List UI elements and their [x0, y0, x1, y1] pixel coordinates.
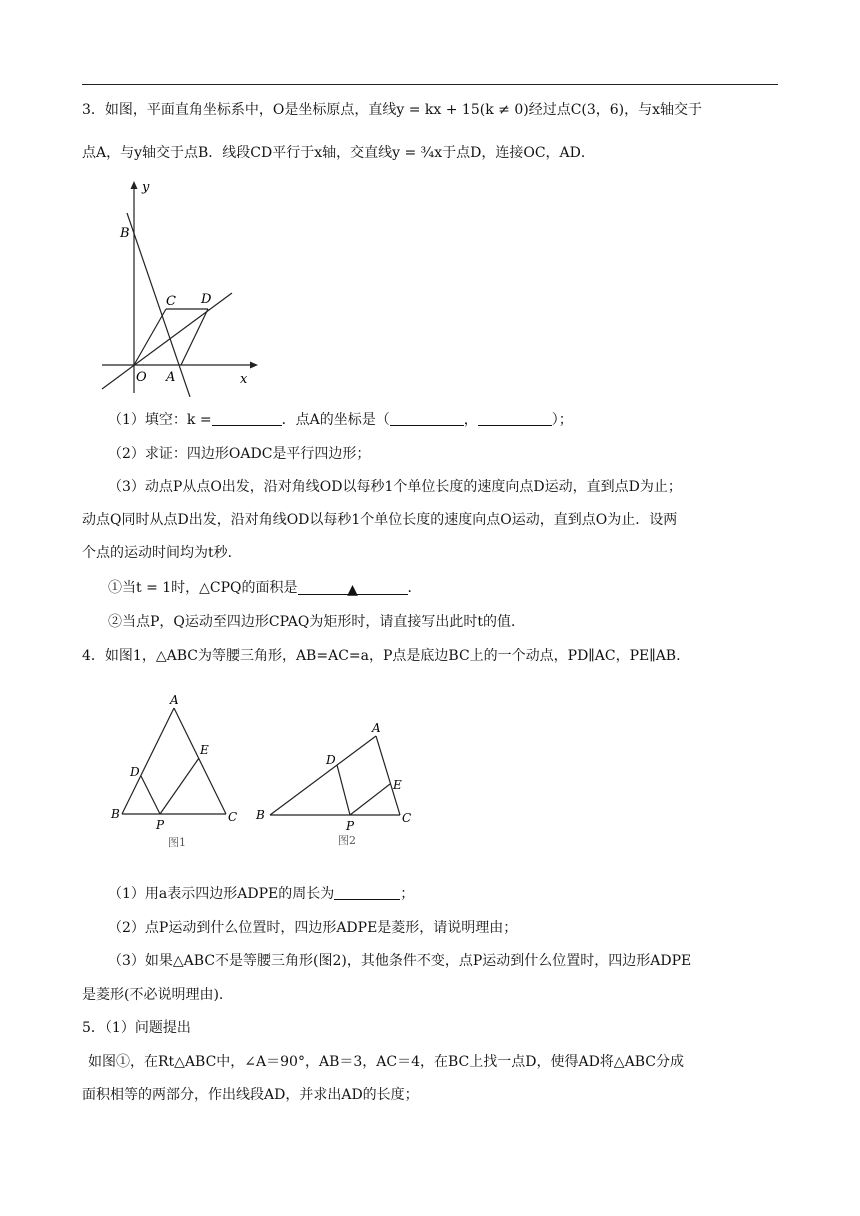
q3-sub-2: ②当点P，Q运动至四边形CPAQ为矩形时，请直接写出此时t的值．	[108, 614, 525, 630]
segment-PD	[337, 765, 350, 815]
fig1-label-B: B	[111, 807, 120, 821]
answer-blank-k[interactable]	[212, 411, 282, 426]
answer-blank-ay[interactable]	[478, 411, 552, 426]
q4-stem: 4．如图1，△ABC为等腰三角形，AB=AC=a，P点是底边BC上的一个动点，PD∥AC，PE∥AB.	[82, 648, 681, 664]
label-y: y	[142, 180, 150, 195]
fig1-label-D: D	[130, 765, 140, 779]
segment-OC	[134, 309, 166, 365]
q4-part-3-line-2: 是菱形(不必说明理由).	[82, 987, 224, 1003]
q3-part-1: （1）填空：k = ．点A的坐标是（ ， ）；	[108, 412, 573, 428]
q4-part-3-line-1: （3）如果△ABC不是等腰三角形(图2)，其他条件不变，点P运动到什么位置时，四边形ADPE	[108, 953, 692, 969]
answer-blank-ax[interactable]	[390, 411, 464, 426]
y-axis-arrow	[131, 181, 138, 189]
q4-part-2: （2）点P运动到什么位置时，四边形ADPE是菱形，请说明理由；	[108, 920, 518, 936]
answer-blank-perimeter[interactable]	[334, 885, 400, 900]
triangle-mark: ▲	[347, 582, 358, 598]
q3-stem-line-2: 点A，与y轴交于点B．线段CD平行于x轴，交直线y = ¾x于点D，连接OC，AD．	[82, 145, 595, 161]
side-AB	[122, 708, 174, 814]
q5-line-2: 如图①，在Rt△ABC中，∠A＝90°，AB＝3，AC＝4，在BC上找一点D，使得AD将△ABC分成	[88, 1054, 684, 1070]
q3-part-2: （2）求证：四边形OADC是平行四边形；	[108, 446, 371, 462]
side-AB	[270, 736, 376, 815]
fig2-label-C: C	[402, 811, 412, 825]
q4-figure-1	[110, 690, 250, 856]
q3-part-3-line-3: 个点的运动时间均为t秒．	[82, 545, 242, 561]
segment-AD	[181, 309, 208, 365]
label-A: A	[166, 370, 176, 385]
side-AC	[376, 736, 400, 815]
fig1-label-C: C	[228, 810, 238, 824]
fig2-label-D: D	[326, 753, 336, 767]
fig1-label-P: P	[156, 818, 165, 832]
q3-sub-1: ①当t = 1时，△CPQ的面积是 ▲ ．	[108, 580, 422, 598]
x-axis-arrow	[250, 362, 258, 369]
q3-coordinate-figure	[96, 175, 262, 397]
q3-part-3-line-1: （3）动点P从点O出发，沿对角线OD以每秒1个单位长度的速度向点D运动，直到点D为止；	[108, 479, 682, 495]
fig1-label-A: A	[170, 693, 179, 707]
segment-PE	[350, 784, 390, 815]
q4-figure-2	[254, 714, 424, 854]
fig2-label-A: A	[372, 721, 381, 735]
fig1-label-E: E	[200, 743, 209, 757]
label-O: O	[136, 370, 147, 385]
side-AC	[174, 708, 226, 814]
fig2-label-E: E	[393, 778, 402, 792]
fig1-caption: 图1	[168, 836, 186, 849]
segment-PD	[141, 776, 160, 814]
label-B: B	[120, 226, 130, 241]
q3-part-3-line-2: 动点Q同时从点D出发，沿对角线OD以每秒1个单位长度的速度向点O运动，直到点O为止．设两	[82, 512, 678, 528]
label-x: x	[240, 372, 248, 387]
fig2-label-P: P	[346, 819, 355, 833]
segment-PE	[160, 758, 199, 814]
q5-line-3: 面积相等的两部分，作出线段AD，并求出AD的长度；	[82, 1087, 419, 1103]
label-D: D	[201, 292, 212, 307]
q5-heading: 5．（1）问题提出	[82, 1020, 191, 1036]
label-C: C	[166, 294, 176, 309]
q3-stem-line-1: 3．如图，平面直角坐标系中，O是坐标原点，直线y = kx + 15(k ≠ 0)经过点C(3，6)，与x轴交于	[82, 102, 703, 118]
q4-part-1: （1）用a表示四边形ADPE的周长为 ；	[108, 886, 415, 902]
fig2-label-B: B	[256, 808, 265, 822]
header-rule	[82, 84, 778, 85]
answer-blank-area[interactable]	[298, 580, 408, 598]
fig2-caption: 图2	[338, 834, 356, 847]
